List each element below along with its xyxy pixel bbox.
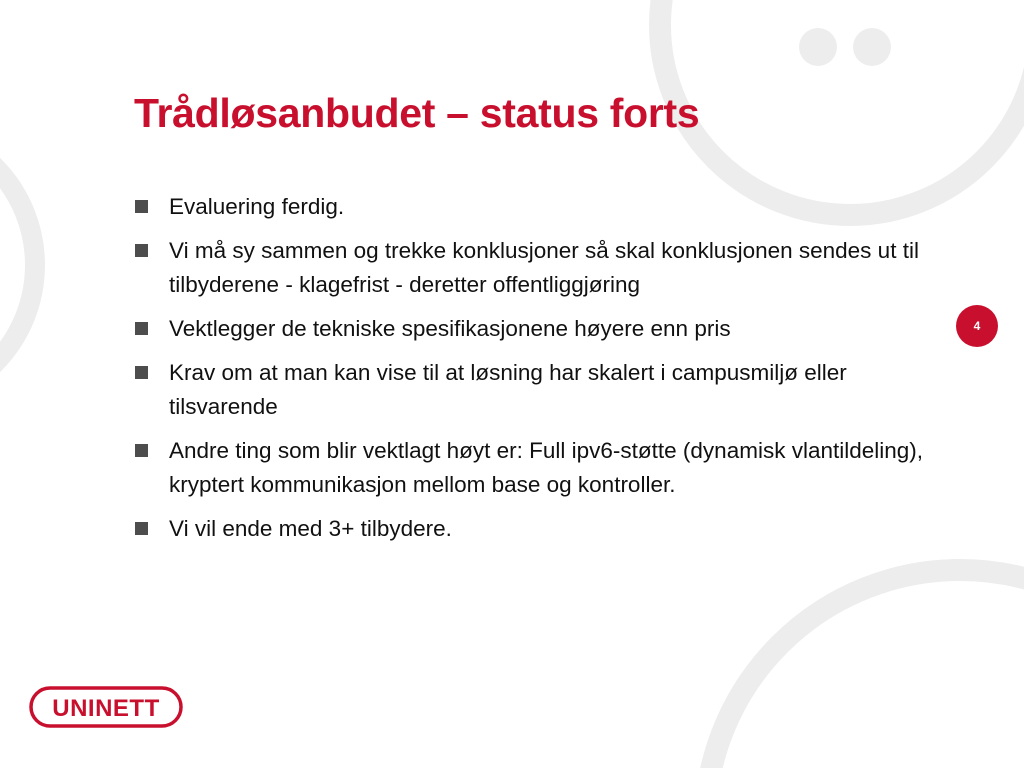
ring-dot-right xyxy=(853,28,891,66)
large-ring-bottom-right xyxy=(705,570,1024,768)
bullet-list xyxy=(134,190,924,556)
logo-text: UNINETT xyxy=(52,695,160,722)
bullet-item xyxy=(134,434,924,502)
bullet-item xyxy=(134,190,924,224)
bullet-text: Evaluering ferdig. xyxy=(169,194,345,219)
bullet-text: Vektlegger de tekniske spesifikasjonene høyere enn pris xyxy=(169,316,731,341)
ring-dot-left xyxy=(799,28,837,66)
slide-title: Trådløsanbudet – status forts xyxy=(134,90,700,136)
bullet-text: Vi må sy sammen og trekke konklusjoner så skal konklusjonen sendes ut til tilbyderene - klagefrist - deretter offentliggjøring xyxy=(169,238,919,297)
square-bullet-icon xyxy=(135,444,148,457)
bullet-item xyxy=(134,512,924,546)
square-bullet-icon xyxy=(135,522,148,535)
large-ring-top-right xyxy=(660,0,1024,215)
square-bullet-icon xyxy=(135,322,148,335)
bullet-text: Vi vil ende med 3+ tilbydere. xyxy=(169,516,452,541)
square-bullet-icon xyxy=(135,244,148,257)
slide-number-badge: 4 xyxy=(956,305,998,347)
bullet-text: Krav om at man kan vise til at løsning har skalert i campusmiljø eller tilsvarende xyxy=(169,360,847,419)
bullet-item xyxy=(134,356,924,424)
uninett-logo xyxy=(29,686,183,728)
square-bullet-icon xyxy=(135,366,148,379)
bullet-item xyxy=(134,234,924,302)
bullet-item xyxy=(134,312,924,346)
square-bullet-icon xyxy=(135,200,148,213)
large-ring-left xyxy=(0,125,35,405)
bullet-text: Andre ting som blir vektlagt høyt er: Full ipv6-støtte (dynamisk vlantildeling), kryptert kommunikasjon mellom base og kontroller. xyxy=(169,438,924,497)
